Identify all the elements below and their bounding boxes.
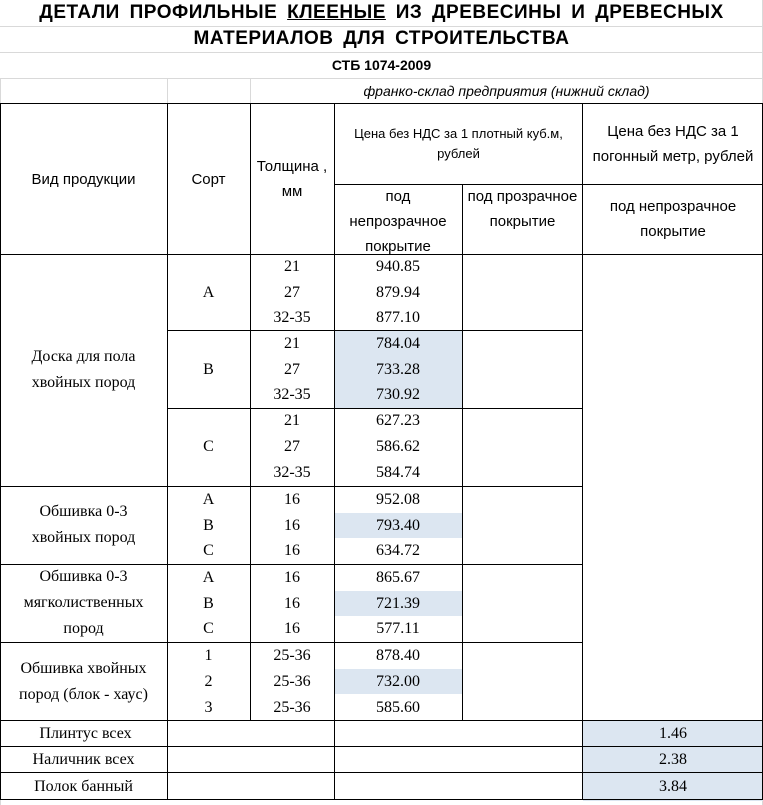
- table-border: [167, 408, 583, 409]
- header-thickness: Толщина , мм: [256, 158, 328, 200]
- table-border: [0, 486, 583, 487]
- table-border: [167, 104, 168, 800]
- price-cell: 627.23: [376, 412, 420, 429]
- table-border: [462, 184, 463, 721]
- grade-cell: 3: [204, 698, 213, 716]
- thickness-cell: 16: [284, 542, 300, 559]
- thickness-cell: 16: [284, 568, 300, 586]
- thickness-cell: 21: [284, 258, 300, 275]
- header-price-lm: Цена без НДС за 1 погонный метр, рублей: [592, 123, 754, 165]
- table-border: [0, 720, 763, 721]
- thickness-cell: 16: [284, 516, 300, 534]
- price-cell: 730.92: [376, 386, 420, 403]
- price-cell: 585.60: [376, 698, 420, 716]
- title-line-2: МАТЕРИАЛОВ ДЛЯ СТРОИТЕЛЬСТВА: [193, 28, 570, 49]
- title-underlined-text: КЛЕЕНЫЕ: [287, 2, 386, 23]
- header-grade: Сорт: [191, 170, 226, 188]
- table-border: [0, 564, 583, 565]
- table-border: [0, 103, 763, 104]
- product-name: Доска для пола хвойных пород: [31, 348, 136, 391]
- table-border: [0, 799, 763, 800]
- table-border: [250, 104, 251, 721]
- thickness-cell: 32-35: [273, 464, 311, 481]
- grade-cell: 1: [204, 646, 213, 664]
- price-cell: 865.67: [376, 568, 420, 586]
- header-opaque-lm: под непрозрачное покрытие: [609, 198, 737, 240]
- linear-item-name: Плинтус всех: [39, 725, 132, 742]
- price-cell: 793.40: [376, 516, 420, 534]
- delivery-terms: франко-склад предприятия (нижний склад): [363, 83, 650, 99]
- title-line-1: [0, 0, 763, 26]
- standard-code: СТБ 1074-2009: [331, 57, 432, 73]
- price-cell: 584.74: [376, 464, 420, 481]
- linear-item-name: Наличник всех: [32, 751, 135, 768]
- table-border: [167, 330, 583, 331]
- thickness-cell: 21: [284, 335, 300, 352]
- title-text: ИЗ ДРЕВЕСИНЫ И ДРЕВЕСНЫХ: [395, 2, 724, 23]
- table-border: [334, 184, 763, 185]
- header-price-m3: Цена без НДС за 1 плотный куб.м, рублей: [354, 126, 563, 161]
- product-name: Обшивка 0-3 мягколиственных пород: [23, 568, 144, 637]
- grade-cell: А: [202, 283, 215, 301]
- grade-cell: С: [203, 620, 214, 637]
- price-cell: 879.94: [376, 283, 420, 301]
- grade-cell: В: [203, 594, 214, 612]
- grade-cell: В: [203, 360, 214, 378]
- price-cell: 784.04: [376, 335, 420, 352]
- gridline: [167, 78, 168, 104]
- table-border: [0, 642, 583, 643]
- thickness-cell: 32-35: [273, 386, 311, 403]
- price-cell: 733.28: [376, 360, 420, 378]
- linear-item-name: Полок банный: [34, 777, 133, 795]
- price-cell: 634.72: [376, 542, 420, 559]
- table-border: [0, 104, 1, 800]
- header-transparent: под прозрачное покрытие: [467, 188, 578, 230]
- product-name: Обшивка хвойных пород (блок - хаус): [19, 659, 148, 703]
- grade-cell: А: [202, 568, 215, 586]
- grade-cell: С: [203, 438, 214, 455]
- grade-cell: В: [203, 516, 214, 534]
- thickness-cell: 21: [284, 412, 300, 429]
- grade-cell: 2: [204, 672, 213, 690]
- thickness-cell: 16: [284, 620, 300, 637]
- product-name: Обшивка 0-3 хвойных пород: [31, 503, 136, 546]
- thickness-cell: 27: [284, 360, 300, 378]
- price-cell: 878.40: [376, 646, 420, 664]
- grade-cell: А: [202, 490, 215, 508]
- thickness-cell: 27: [284, 283, 300, 301]
- price-cell: 940.85: [376, 258, 420, 275]
- price-cell: 732.00: [376, 672, 420, 690]
- table-border: [0, 772, 763, 773]
- price-cell: 877.10: [376, 309, 420, 326]
- table-border: [0, 254, 763, 255]
- thickness-cell: 25-36: [273, 698, 311, 716]
- thickness-cell: 27: [284, 438, 300, 455]
- title-text: ДЕТАЛИ ПРОФИЛЬНЫЕ: [39, 2, 278, 23]
- price-cell: 952.08: [376, 490, 420, 508]
- table-border: [0, 746, 763, 747]
- thickness-cell: 25-36: [273, 672, 311, 690]
- thickness-cell: 16: [284, 594, 300, 612]
- thickness-cell: 25-36: [273, 646, 311, 664]
- thickness-cell: 32-35: [273, 309, 311, 326]
- grade-cell: С: [203, 542, 214, 559]
- linear-price-cell: 2.38: [659, 751, 687, 768]
- table-border: [582, 104, 583, 800]
- header-opaque: под непрозрачное покрытие: [349, 188, 447, 254]
- linear-price-cell: 3.84: [659, 777, 687, 795]
- price-cell: 586.62: [376, 438, 420, 455]
- header-product: Вид продукции: [31, 170, 136, 188]
- price-cell: 721.39: [376, 594, 420, 612]
- linear-price-cell: 1.46: [659, 725, 687, 742]
- price-cell: 577.11: [376, 620, 420, 637]
- thickness-cell: 16: [284, 490, 300, 508]
- table-border: [334, 104, 335, 800]
